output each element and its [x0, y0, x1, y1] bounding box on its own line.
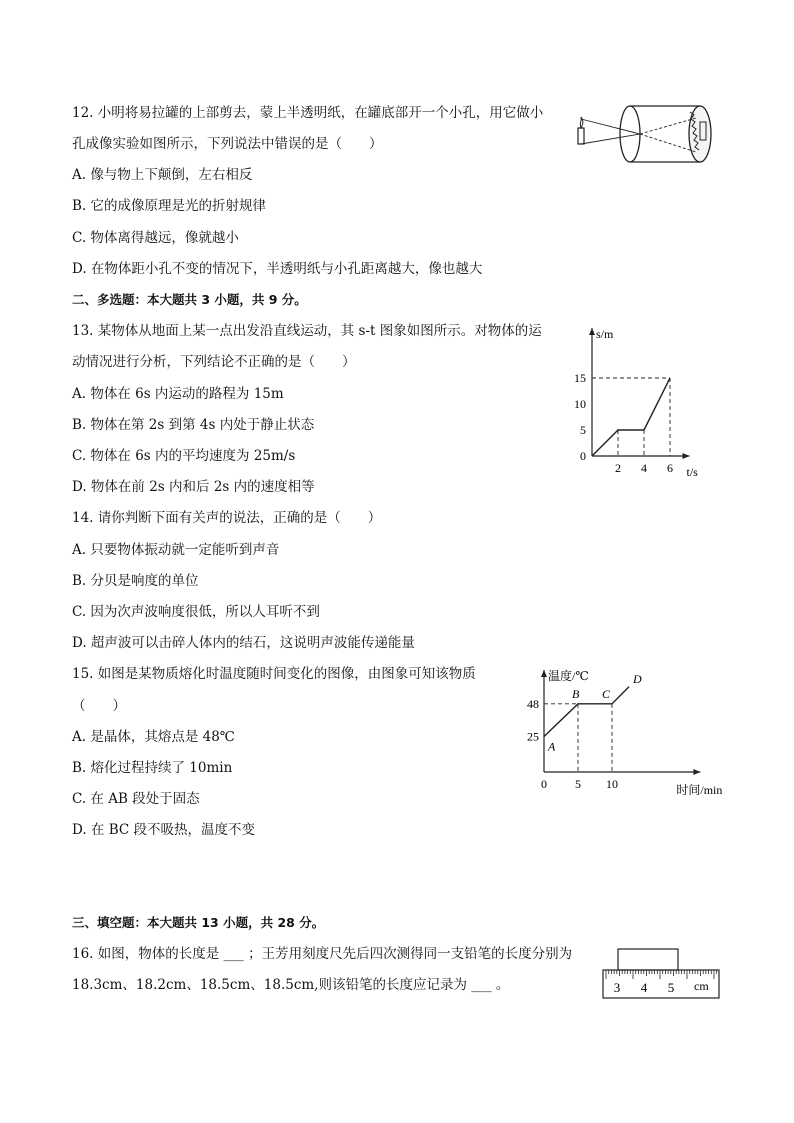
q12-stem-line2: 孔成像实验如图所示，下列说法中错误的是（ ） — [72, 136, 383, 152]
section-2-heading: 二、多选题：本大题共 3 小题，共 9 分。 — [72, 292, 307, 307]
point-label-C: C — [602, 686, 611, 701]
ruler-tick-label-4: 4 — [640, 980, 648, 995]
ruler-tick-label-3: 3 — [613, 980, 621, 995]
x-axis-label: t/s — [686, 465, 698, 479]
y-tick-label-15: 15 — [574, 371, 586, 385]
pinhole-camera-figure — [574, 102, 724, 168]
s-t-axes — [589, 328, 690, 459]
q14-option-b: B. 分贝是响度的单位 — [72, 573, 199, 589]
q13-option-d: D. 物体在前 2s 内和后 2s 内的速度相等 — [72, 479, 315, 495]
y-tick-label-5: 5 — [580, 423, 586, 437]
y-axis-arrow — [589, 328, 595, 335]
q14-option-c: C. 因为次声波响度很低，所以人耳听不到 — [72, 604, 320, 620]
temperature-line — [544, 687, 629, 737]
ruler-figure — [600, 946, 722, 1002]
q12-option-b: B. 它的成像原理是光的折射规律 — [72, 198, 267, 214]
q12-stem-line1: 12. 小明将易拉罐的上部剪去，蒙上半透明纸，在罐底部开一个小孔，用它做小 — [72, 105, 544, 121]
q16-stem-line2: 18.3cm、18.2cm、18.5cm、18.5cm,则该铅笔的长度应记录为 ___ 。 — [72, 977, 510, 993]
x-axis-arrow — [683, 453, 690, 459]
measured-block — [618, 949, 678, 970]
temperature-time-graph — [518, 660, 728, 800]
q15-stem-line1: 15. 如图是某物质熔化时温度随时间变化的图像，由图象可知该物质 — [72, 666, 476, 682]
q15-option-c: C. 在 AB 段处于固态 — [72, 791, 200, 807]
x-tick-label-5: 5 — [575, 777, 581, 791]
q13-option-a: A. 物体在 6s 内运动的路程为 15m — [72, 386, 284, 402]
y-axis-arrow — [541, 670, 547, 677]
q12-option-c: C. 物体离得越远，像就越小 — [72, 230, 239, 246]
x-tick-label-10: 10 — [606, 777, 618, 791]
q13-option-b: B. 物体在第 2s 到第 4s 内处于静止状态 — [72, 417, 315, 433]
q15-stem-line2: （ ） — [72, 698, 126, 714]
q12-option-d: D. 在物体距小孔不变的情况下，半透明纸与小孔距离越大，像也越大 — [72, 261, 483, 277]
ruler-tick-label-5: 5 — [667, 980, 675, 995]
q15-option-a: A. 是晶体，其熔点是 48℃ — [72, 729, 235, 745]
q14-option-a: A. 只要物体振动就一定能听到声音 — [72, 542, 280, 558]
point-label-A: A — [548, 739, 556, 754]
s-t-line — [592, 378, 670, 456]
point-label-D: D — [633, 671, 642, 686]
temperature-time-axes — [541, 670, 700, 775]
temperature-time-series — [544, 687, 629, 737]
s-t-series — [592, 378, 670, 456]
y-tick-label-48: 48 — [527, 696, 539, 711]
x-axis-arrow — [693, 769, 700, 775]
s-t-graph — [570, 320, 730, 480]
q15-option-b: B. 熔化过程持续了 10min — [72, 760, 233, 776]
ruler-unit: cm — [694, 979, 709, 993]
q13-stem-line2: 动情况进行分析，下列结论不正确的是（ ） — [72, 354, 356, 370]
section-3-heading: 三、填空题：本大题共 13 小题，共 28 分。 — [72, 915, 325, 930]
q16-stem-line1: 16. 如图，物体的长度是 ___ ；王芳用刻度尺先后四次测得同一支铅笔的长度分别为 — [72, 946, 573, 962]
q13-option-c: C. 物体在 6s 内的平均速度为 25m/s — [72, 448, 296, 464]
x-tick-label-0: 0 — [541, 777, 547, 791]
temperature-time-guides — [544, 704, 612, 772]
q12-option-a: A. 像与物上下颠倒，左右相反 — [72, 167, 253, 183]
x-tick-label-2: 2 — [615, 461, 621, 475]
q14-stem: 14. 请你判断下面有关声的说法，正确的是（ ） — [72, 510, 382, 526]
q13-stem-line1: 13. 某物体从地面上某一点出发沿直线运动，其 s-t 图象如图所示。对物体的运 — [72, 323, 542, 339]
x-tick-label-4: 4 — [641, 461, 647, 475]
y-tick-label-0: 0 — [580, 449, 586, 463]
q14-option-d: D. 超声波可以击碎人体内的结石，这说明声波能传递能量 — [72, 635, 415, 651]
y-tick-label-10: 10 — [574, 397, 586, 411]
y-axis-label: s/m — [596, 327, 614, 341]
ruler-ticks — [606, 970, 717, 979]
y-tick-label-25: 25 — [527, 729, 539, 744]
x-axis-label: 时间/min — [676, 783, 723, 797]
point-label-B: B — [572, 686, 580, 701]
y-axis-label: 温度/℃ — [548, 669, 589, 683]
x-tick-label-6: 6 — [667, 461, 673, 475]
temperature-time-labels — [527, 668, 722, 797]
q15-option-d: D. 在 BC 段不吸热，温度不变 — [72, 822, 256, 838]
